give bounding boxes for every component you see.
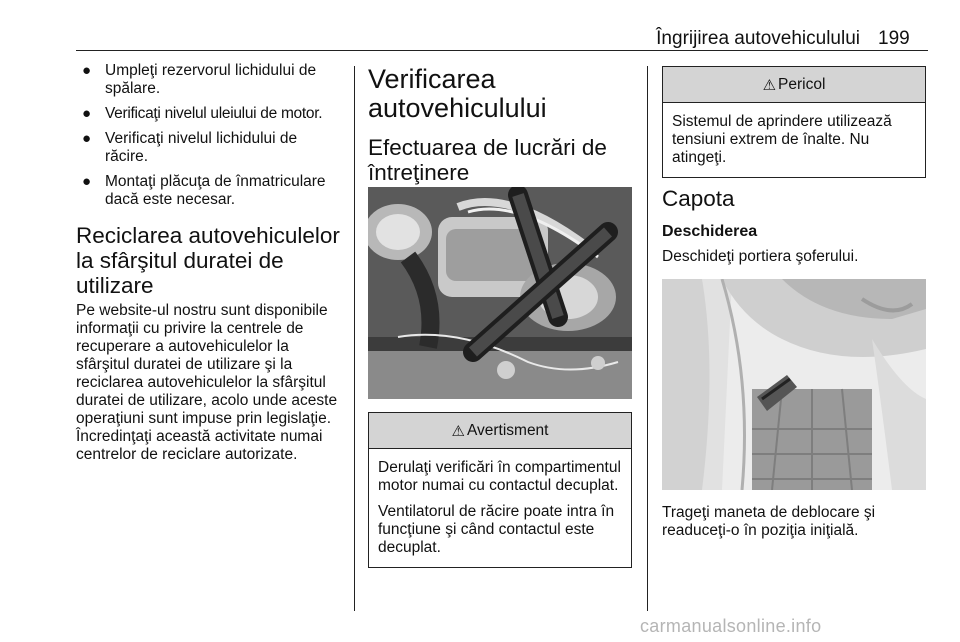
pull-lever-instruction: Trageţi maneta de deblocare şi readuceţi-o în poziţia iniţială.: [662, 504, 876, 539]
warning-triangle-icon: ⚠: [762, 76, 777, 94]
page-number: 199: [878, 28, 910, 49]
checklist: [76, 62, 342, 209]
danger-body: Sistemul de aprindere utilizează tensiuni extrem de înalte. Nu atingeţi.: [672, 113, 892, 166]
list-item: ● Verificaţi nivelul uleiului de motor.: [82, 105, 323, 122]
column-divider-2: [647, 66, 648, 611]
bullet-icon: ●: [82, 130, 92, 147]
column-3: [662, 186, 928, 266]
warning-triangle-icon: ⚠: [451, 422, 465, 440]
engine-bay-image: [368, 187, 632, 399]
section-heading-recycling: Reciclarea autovehiculelor la sfârşitul duratei de utilizare: [76, 223, 340, 298]
list-item: ● Verificaţi nivelul lichidului de răcire.: [82, 130, 298, 165]
watermark: carmanualsonline.info: [640, 616, 822, 636]
warning-box: [368, 412, 632, 568]
hood-release-image: [662, 279, 926, 490]
column-3-lower: [662, 504, 928, 540]
list-item: ● Umpleţi rezervorul lichidului de spălare.: [82, 62, 317, 97]
header-rule: [76, 50, 928, 51]
danger-box: [662, 66, 926, 178]
column-2: [368, 62, 634, 185]
subsection-heading-opening: Deschiderea: [662, 223, 758, 240]
warning-header: ⚠ Avertisment: [369, 413, 631, 449]
bullet-icon: ●: [82, 173, 92, 190]
chapter-title: Verificarea autovehiculului: [368, 64, 547, 123]
section-heading-hood: Capota: [662, 186, 735, 211]
section-heading-maintenance: Efectuarea de lucrări de întreţinere: [368, 135, 607, 185]
warning-body: Derulaţi verificări în compartimentul motor numai cu contactul decuplat. Ventilatorul de răcire poate intra în funcţiune şi când contactul este decuplat.: [378, 459, 621, 556]
header-title: Îngrijirea autovehiculului: [656, 28, 860, 49]
recycling-paragraph: Pe website-ul nostru sunt disponibile informaţii cu privire la centrele de recuperare a autovehiculelor la sfârşitul duratei de utilizare şi la reciclarea autovehiculelor la sfârşitul duratei de utilizare, acolo unde aceste operaţiuni sunt impuse prin legislaţie. Încredinţaţi această activitate numai centrelor de reciclare autorizate.: [76, 302, 338, 463]
list-item: ● Montaţi plăcuţa de înmatriculare dacă este necesar.: [82, 173, 326, 208]
column-divider-1: [354, 66, 355, 611]
bullet-icon: ●: [82, 62, 92, 79]
column-1: [76, 62, 342, 464]
open-door-instruction: Deschideţi portiera şoferului.: [662, 248, 859, 265]
danger-header: ⚠ Pericol: [663, 67, 925, 103]
bullet-icon: ●: [82, 105, 92, 122]
